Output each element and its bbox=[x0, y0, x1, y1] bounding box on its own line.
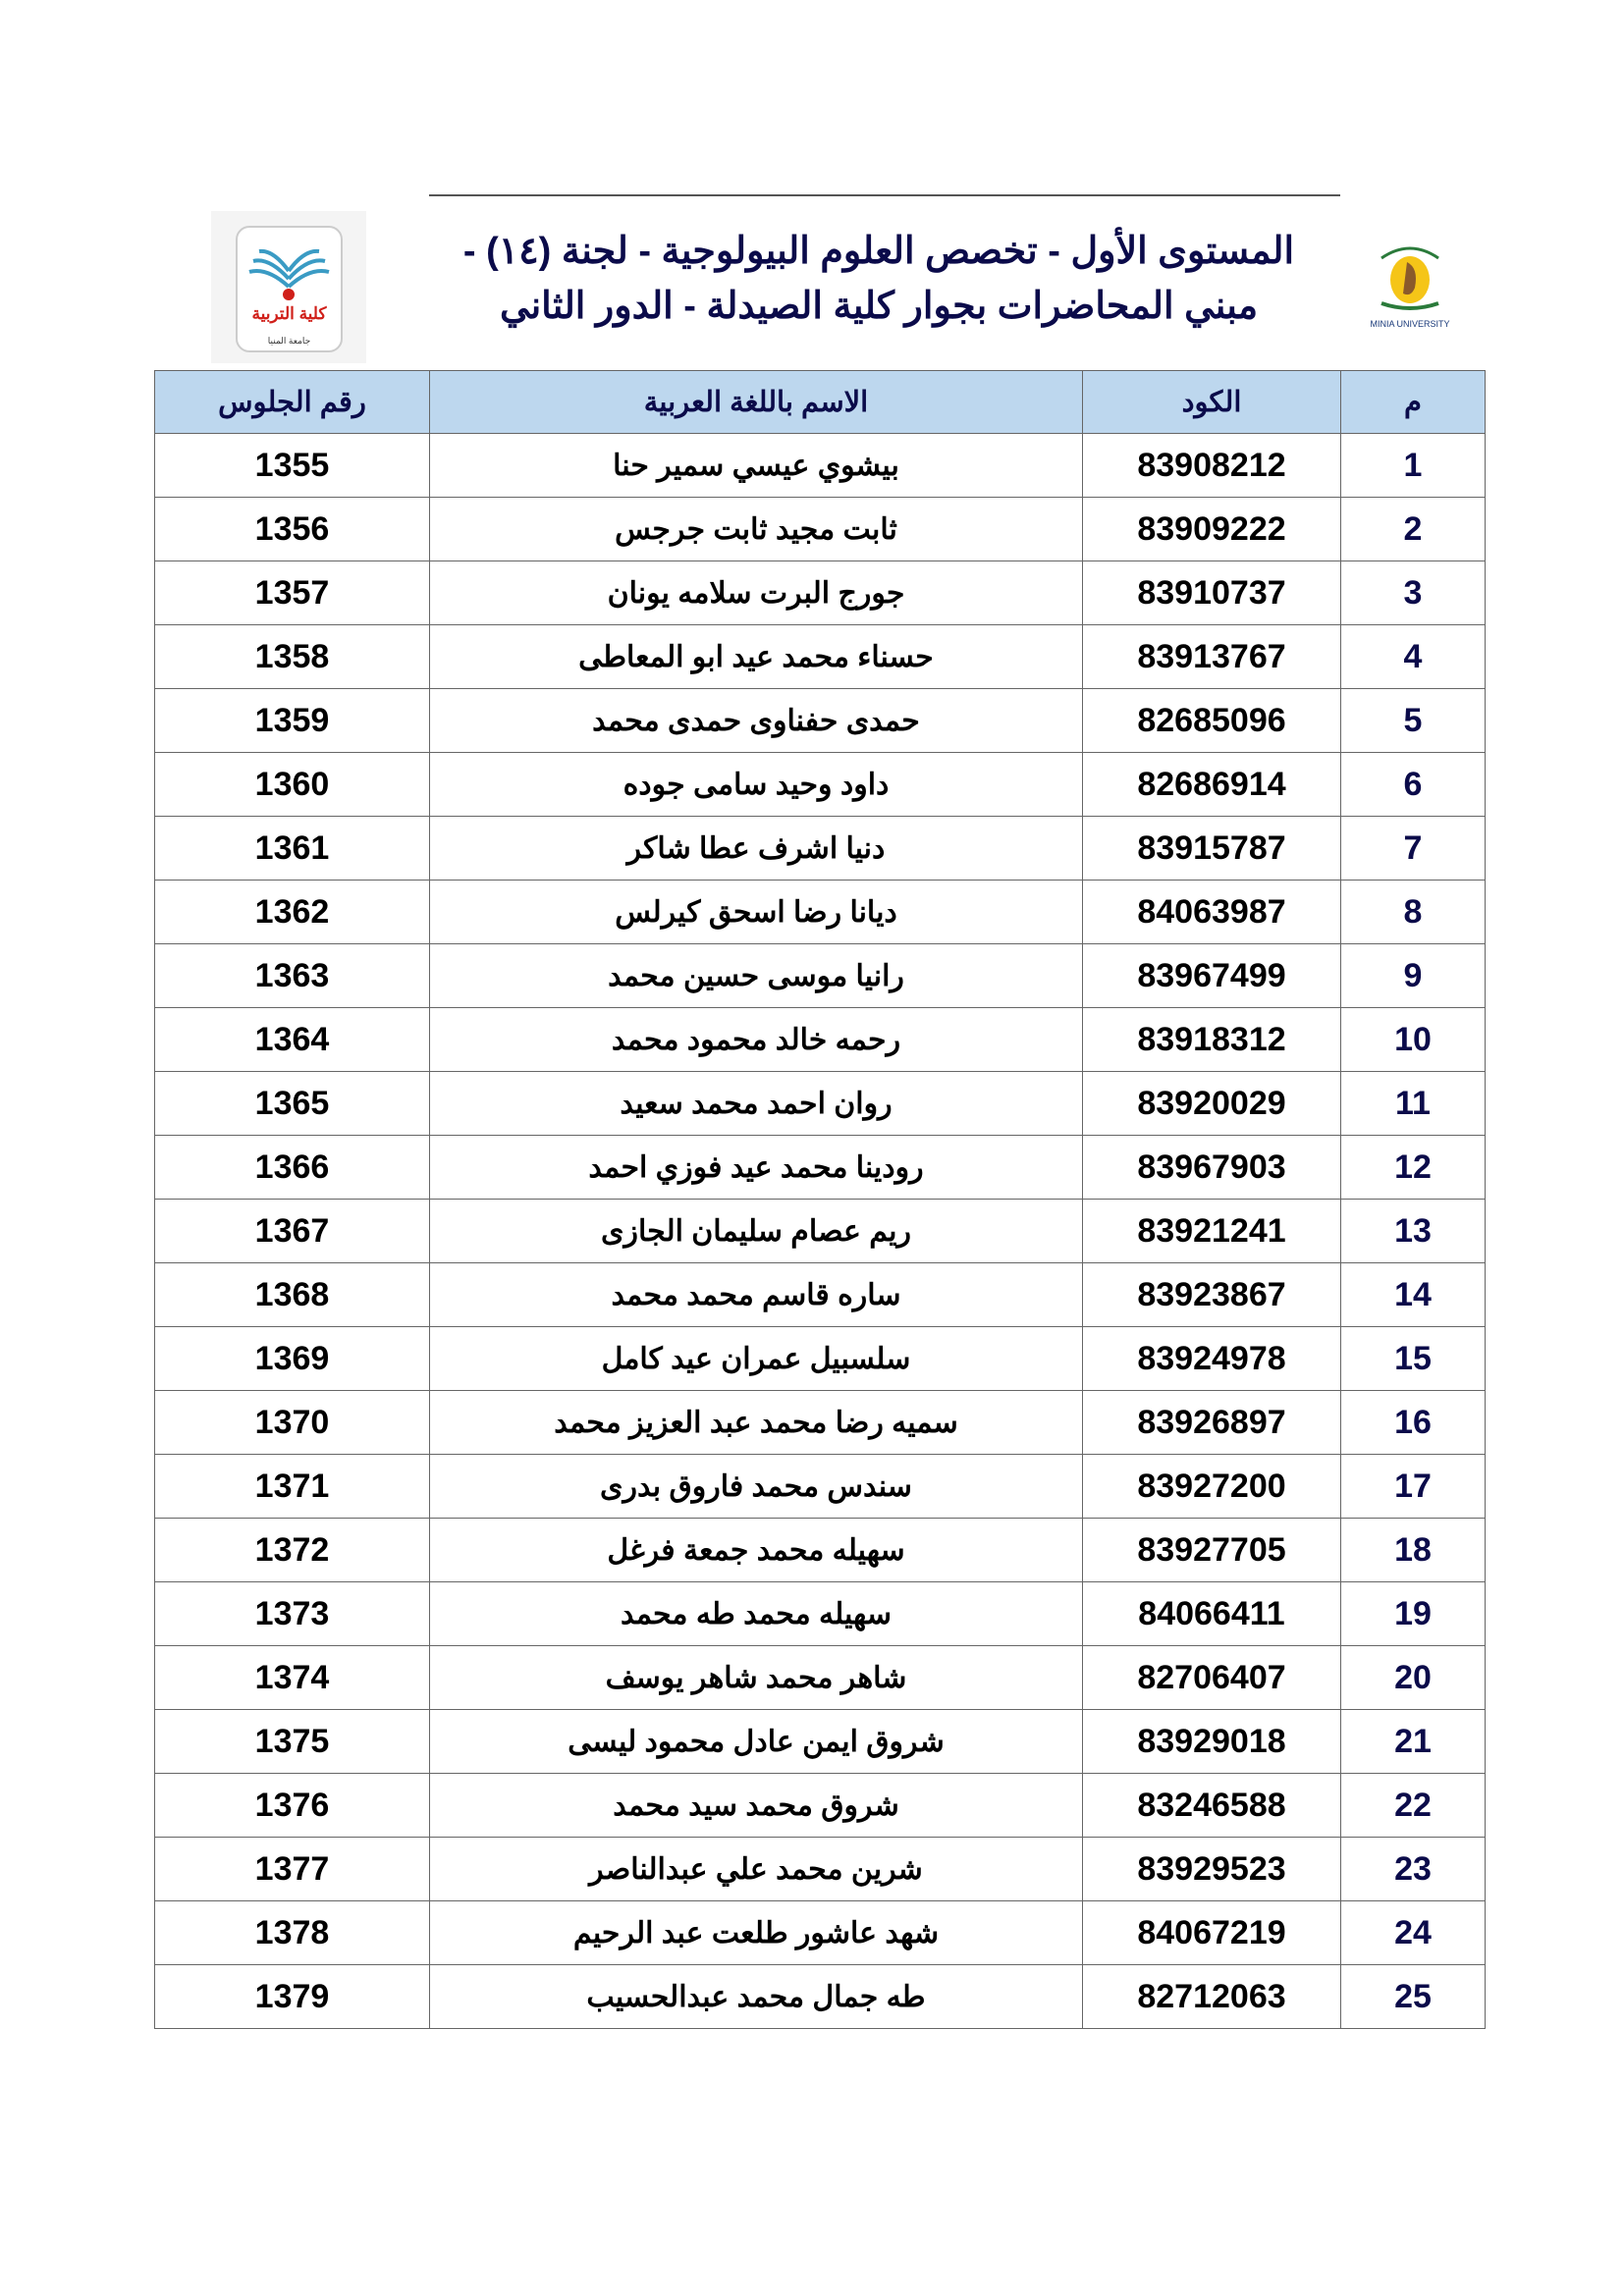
serial-cell: 25 bbox=[1341, 1965, 1486, 2029]
table-row bbox=[155, 944, 1486, 1008]
seat-number-cell: 1377 bbox=[155, 1838, 430, 1901]
column-header-name: الاسم باللغة العربية bbox=[430, 371, 1083, 434]
code-cell: 83929523 bbox=[1083, 1838, 1341, 1901]
seat-number-cell: 1367 bbox=[155, 1200, 430, 1263]
title-line-1: المستوى الأول - تخصص العلوم البيولوجية - لجنة (١٤) - bbox=[462, 231, 1295, 272]
code-cell: 83924978 bbox=[1083, 1327, 1341, 1391]
name-cell: سهيله محمد جمعة فرغل bbox=[430, 1519, 1083, 1582]
page-title bbox=[412, 224, 1345, 334]
table-row bbox=[155, 1519, 1486, 1582]
logo-text: كلية التربية bbox=[251, 304, 327, 323]
code-cell: 84067219 bbox=[1083, 1901, 1341, 1965]
code-cell: 83967499 bbox=[1083, 944, 1341, 1008]
seat-number-cell: 1355 bbox=[155, 434, 430, 498]
code-cell: 83921241 bbox=[1083, 1200, 1341, 1263]
table-header-row bbox=[155, 371, 1486, 434]
table-row bbox=[155, 689, 1486, 753]
table-row bbox=[155, 1582, 1486, 1646]
serial-cell: 10 bbox=[1341, 1008, 1486, 1072]
name-cell: طه جمال محمد عبدالحسيب bbox=[430, 1965, 1083, 2029]
logo-right-text: MINIA UNIVERSITY bbox=[1370, 319, 1450, 329]
code-cell: 83926897 bbox=[1083, 1391, 1341, 1455]
logo-subtext: جامعة المنيا bbox=[267, 336, 311, 346]
seat-number-cell: 1374 bbox=[155, 1646, 430, 1710]
seat-number-cell: 1371 bbox=[155, 1455, 430, 1519]
seat-number-cell: 1370 bbox=[155, 1391, 430, 1455]
code-cell: 82706407 bbox=[1083, 1646, 1341, 1710]
code-cell: 83967903 bbox=[1083, 1136, 1341, 1200]
seat-number-cell: 1365 bbox=[155, 1072, 430, 1136]
code-cell: 83929018 bbox=[1083, 1710, 1341, 1774]
name-cell: شهد عاشور طلعت عبد الرحيم bbox=[430, 1901, 1083, 1965]
seat-number-cell: 1372 bbox=[155, 1519, 430, 1582]
name-cell: داود وحيد سامى جوده bbox=[430, 753, 1083, 817]
table-row bbox=[155, 1391, 1486, 1455]
name-cell: سهيله محمد طه محمد bbox=[430, 1582, 1083, 1646]
code-cell: 83920029 bbox=[1083, 1072, 1341, 1136]
minia-university-logo bbox=[1370, 239, 1450, 332]
table-row bbox=[155, 1072, 1486, 1136]
table-row bbox=[155, 1965, 1486, 2029]
serial-cell: 19 bbox=[1341, 1582, 1486, 1646]
book-icon bbox=[238, 228, 341, 306]
serial-cell: 18 bbox=[1341, 1519, 1486, 1582]
serial-cell: 2 bbox=[1341, 498, 1486, 561]
table-row bbox=[155, 434, 1486, 498]
serial-cell: 4 bbox=[1341, 625, 1486, 689]
name-cell: روان احمد محمد سعيد bbox=[430, 1072, 1083, 1136]
table-row bbox=[155, 1838, 1486, 1901]
seat-number-cell: 1368 bbox=[155, 1263, 430, 1327]
students-table bbox=[154, 370, 1486, 2029]
name-cell: شروق ايمن عادل محمود ليسى bbox=[430, 1710, 1083, 1774]
serial-cell: 16 bbox=[1341, 1391, 1486, 1455]
table-row bbox=[155, 625, 1486, 689]
code-cell: 82685096 bbox=[1083, 689, 1341, 753]
serial-cell: 22 bbox=[1341, 1774, 1486, 1838]
column-header-code: الكود bbox=[1083, 371, 1341, 434]
table-row bbox=[155, 1646, 1486, 1710]
table-row bbox=[155, 1136, 1486, 1200]
table-row bbox=[155, 1455, 1486, 1519]
code-cell: 82686914 bbox=[1083, 753, 1341, 817]
code-cell: 83246588 bbox=[1083, 1774, 1341, 1838]
name-cell: ساره قاسم محمد محمد bbox=[430, 1263, 1083, 1327]
serial-cell: 17 bbox=[1341, 1455, 1486, 1519]
seat-number-cell: 1356 bbox=[155, 498, 430, 561]
name-cell: شروق محمد سيد محمد bbox=[430, 1774, 1083, 1838]
title-line-2: مبني المحاضرات بجوار كلية الصيدلة - الدور الثاني bbox=[499, 286, 1259, 327]
name-cell: ديانا رضا اسحق كيرلس bbox=[430, 881, 1083, 944]
header-divider bbox=[429, 194, 1340, 196]
table-row bbox=[155, 1263, 1486, 1327]
name-cell: شرين محمد علي عبدالناصر bbox=[430, 1838, 1083, 1901]
serial-cell: 20 bbox=[1341, 1646, 1486, 1710]
name-cell: دنيا اشرف عطا شاكر bbox=[430, 817, 1083, 881]
table-row bbox=[155, 1710, 1486, 1774]
serial-cell: 15 bbox=[1341, 1327, 1486, 1391]
serial-cell: 14 bbox=[1341, 1263, 1486, 1327]
table-row bbox=[155, 881, 1486, 944]
name-cell: ريم عصام سليمان الجازى bbox=[430, 1200, 1083, 1263]
seat-number-cell: 1373 bbox=[155, 1582, 430, 1646]
serial-cell: 7 bbox=[1341, 817, 1486, 881]
seat-number-cell: 1359 bbox=[155, 689, 430, 753]
code-cell: 83913767 bbox=[1083, 625, 1341, 689]
column-header-seat-number: رقم الجلوس bbox=[155, 371, 430, 434]
name-cell: حسناء محمد عيد ابو المعاطى bbox=[430, 625, 1083, 689]
code-cell: 83927200 bbox=[1083, 1455, 1341, 1519]
table-row bbox=[155, 1200, 1486, 1263]
name-cell: رحمه خالد محمود محمد bbox=[430, 1008, 1083, 1072]
seat-number-cell: 1378 bbox=[155, 1901, 430, 1965]
seat-number-cell: 1363 bbox=[155, 944, 430, 1008]
seat-number-cell: 1361 bbox=[155, 817, 430, 881]
table-row bbox=[155, 561, 1486, 625]
seat-number-cell: 1366 bbox=[155, 1136, 430, 1200]
name-cell: سلسبيل عمران عيد كامل bbox=[430, 1327, 1083, 1391]
name-cell: شاهر محمد شاهر يوسف bbox=[430, 1646, 1083, 1710]
name-cell: جورج البرت سلامه يونان bbox=[430, 561, 1083, 625]
serial-cell: 23 bbox=[1341, 1838, 1486, 1901]
table-row bbox=[155, 753, 1486, 817]
code-cell: 83918312 bbox=[1083, 1008, 1341, 1072]
seat-number-cell: 1362 bbox=[155, 881, 430, 944]
table-row bbox=[155, 817, 1486, 881]
code-cell: 83910737 bbox=[1083, 561, 1341, 625]
serial-cell: 12 bbox=[1341, 1136, 1486, 1200]
code-cell: 83915787 bbox=[1083, 817, 1341, 881]
serial-cell: 8 bbox=[1341, 881, 1486, 944]
table-row bbox=[155, 498, 1486, 561]
table-row bbox=[155, 1901, 1486, 1965]
name-cell: رانيا موسى حسين محمد bbox=[430, 944, 1083, 1008]
serial-cell: 9 bbox=[1341, 944, 1486, 1008]
name-cell: بيشوي عيسي سمير حنا bbox=[430, 434, 1083, 498]
serial-cell: 13 bbox=[1341, 1200, 1486, 1263]
faculty-of-education-logo bbox=[211, 211, 366, 363]
code-cell: 84066411 bbox=[1083, 1582, 1341, 1646]
name-cell: حمدى حفناوى حمدى محمد bbox=[430, 689, 1083, 753]
seat-number-cell: 1379 bbox=[155, 1965, 430, 2029]
table-row bbox=[155, 1008, 1486, 1072]
seat-number-cell: 1369 bbox=[155, 1327, 430, 1391]
seat-number-cell: 1360 bbox=[155, 753, 430, 817]
name-cell: رودينا محمد عيد فوزي احمد bbox=[430, 1136, 1083, 1200]
seat-number-cell: 1375 bbox=[155, 1710, 430, 1774]
code-cell: 83909222 bbox=[1083, 498, 1341, 561]
serial-cell: 3 bbox=[1341, 561, 1486, 625]
code-cell: 83923867 bbox=[1083, 1263, 1341, 1327]
code-cell: 83908212 bbox=[1083, 434, 1341, 498]
serial-cell: 11 bbox=[1341, 1072, 1486, 1136]
serial-cell: 5 bbox=[1341, 689, 1486, 753]
seat-number-cell: 1364 bbox=[155, 1008, 430, 1072]
serial-cell: 1 bbox=[1341, 434, 1486, 498]
seat-number-cell: 1376 bbox=[155, 1774, 430, 1838]
column-header-serial: م bbox=[1341, 371, 1486, 434]
table-row bbox=[155, 1774, 1486, 1838]
code-cell: 82712063 bbox=[1083, 1965, 1341, 2029]
name-cell: سميه رضا محمد عبد العزيز محمد bbox=[430, 1391, 1083, 1455]
code-cell: 83927705 bbox=[1083, 1519, 1341, 1582]
name-cell: سندس محمد فاروق بدرى bbox=[430, 1455, 1083, 1519]
name-cell: ثابت مجيد ثابت جرجس bbox=[430, 498, 1083, 561]
serial-cell: 24 bbox=[1341, 1901, 1486, 1965]
table-row bbox=[155, 1327, 1486, 1391]
serial-cell: 21 bbox=[1341, 1710, 1486, 1774]
serial-cell: 6 bbox=[1341, 753, 1486, 817]
code-cell: 84063987 bbox=[1083, 881, 1341, 944]
seat-number-cell: 1357 bbox=[155, 561, 430, 625]
seat-number-cell: 1358 bbox=[155, 625, 430, 689]
